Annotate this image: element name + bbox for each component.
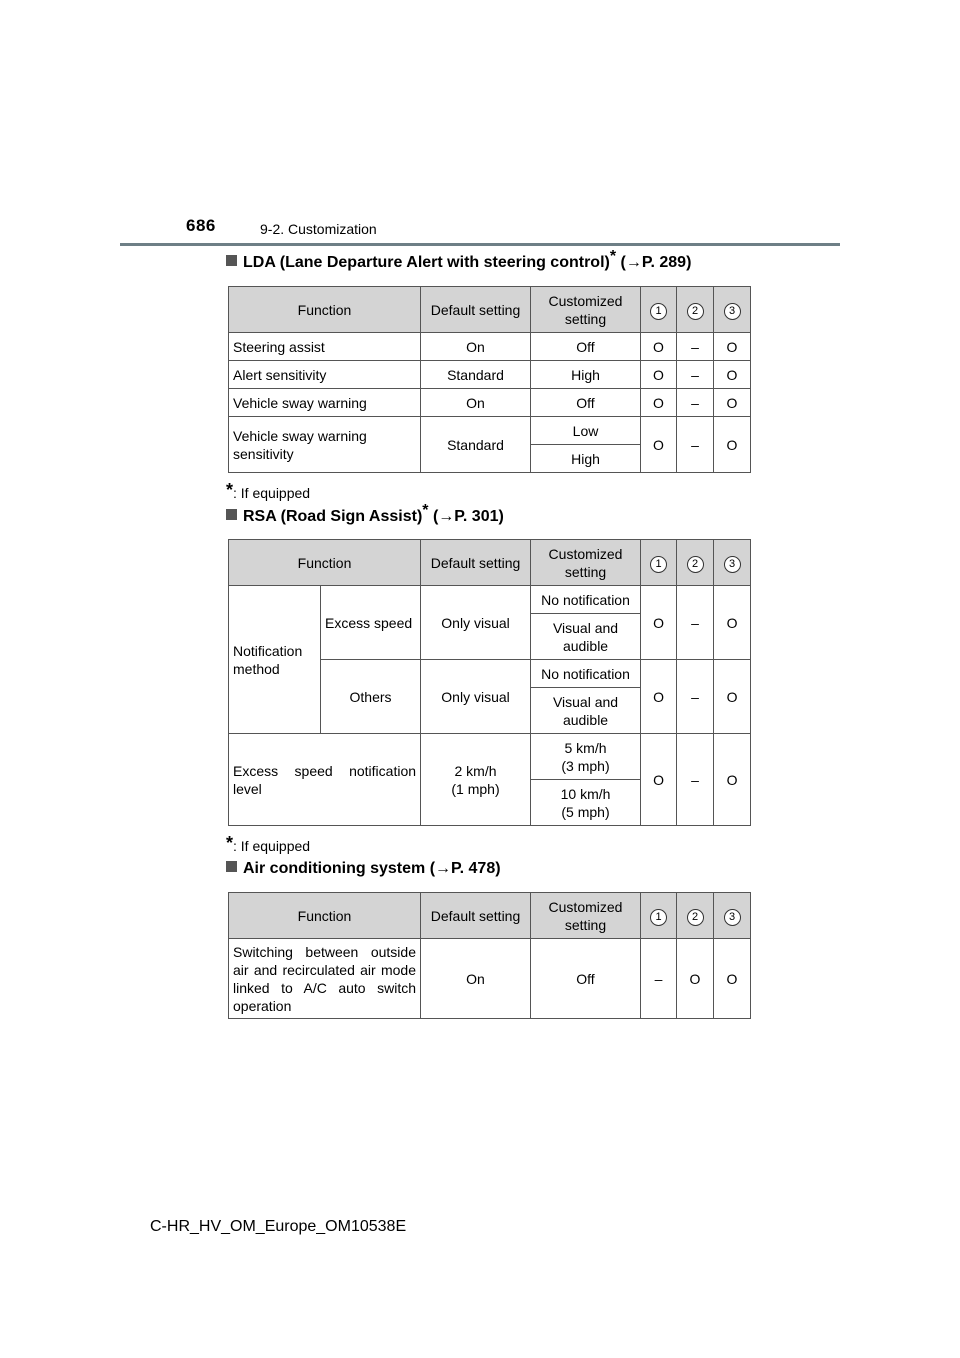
arrow-icon: → <box>438 508 455 525</box>
option-cell: – <box>641 939 677 1019</box>
default-cell: Only visual <box>421 586 531 660</box>
option-cell: – <box>677 660 714 734</box>
square-bullet-icon <box>226 509 237 520</box>
column-header <box>677 540 714 586</box>
table-header-row <box>229 540 751 586</box>
custom-cell <box>531 734 641 780</box>
default-cell: On <box>421 939 531 1019</box>
option-cell: O <box>714 939 751 1019</box>
column-header: Default setting <box>421 287 531 333</box>
column-header <box>714 287 751 333</box>
arrow-icon: → <box>625 254 642 271</box>
rsa-ref: P. 301 <box>454 508 499 525</box>
option-cell: O <box>677 939 714 1019</box>
default-cell: Standard <box>421 417 531 473</box>
default-cell: Standard <box>421 361 531 389</box>
column-header: Function <box>229 893 421 939</box>
default-value: 2 km/h <box>454 762 497 779</box>
footnote <box>226 480 310 501</box>
rsa-table <box>228 539 751 826</box>
footnote-text: : If equipped <box>233 838 311 854</box>
circled-number-icon: 3 <box>724 909 741 926</box>
function-cell: Notification method <box>229 586 321 734</box>
aircon-heading: Air conditioning system (→P. 478) <box>226 860 501 878</box>
column-header <box>641 893 677 939</box>
table-header-row <box>229 893 751 939</box>
function-cell: Switching between outside air and recirculated air mode linked to A/C auto switch operation <box>229 939 421 1019</box>
document-id: C-HR_HV_OM_Europe_OM10538E <box>150 1218 407 1235</box>
custom-cell: Low <box>531 417 641 445</box>
column-header: Default setting <box>421 540 531 586</box>
option-cell: O <box>641 417 677 473</box>
option-cell: – <box>677 361 714 389</box>
table-row <box>229 586 751 614</box>
column-header: Function <box>229 287 421 333</box>
rsa-title: RSA (Road Sign Assist) <box>243 508 423 525</box>
footnote-text: : If equipped <box>233 485 311 501</box>
header-rule <box>120 243 840 246</box>
circled-number-icon: 2 <box>687 556 704 573</box>
table-row <box>229 417 751 445</box>
custom-cell: Off <box>531 389 641 417</box>
option-cell: – <box>677 389 714 417</box>
lda-heading: LDA (Lane Departure Alert with steering control)* (→P. 289) <box>226 254 691 272</box>
custom-cell: Visual and audible <box>531 614 641 660</box>
function-cell: Vehicle sway warning sensitivity <box>229 417 421 473</box>
subfunction-cell: Others <box>321 660 421 734</box>
column-header: Customized setting <box>531 893 641 939</box>
square-bullet-icon <box>226 255 237 266</box>
column-header <box>714 540 751 586</box>
column-header <box>714 893 751 939</box>
option-cell: – <box>677 417 714 473</box>
asterisk-icon: * <box>422 502 429 519</box>
default-cell: On <box>421 333 531 361</box>
circled-number-icon: 1 <box>650 556 667 573</box>
section-label: 9-2. Customization <box>260 221 377 237</box>
option-cell: O <box>641 734 677 826</box>
custom-cell: Off <box>531 333 641 361</box>
custom-value: 10 km/h <box>560 785 611 802</box>
table-row <box>229 734 751 780</box>
option-cell: O <box>714 333 751 361</box>
option-cell: – <box>677 333 714 361</box>
default-cell: Only visual <box>421 660 531 734</box>
aircon-title: Air conditioning system <box>243 860 426 877</box>
circled-number-icon: 2 <box>687 303 704 320</box>
subfunction-cell: Excess speed <box>321 586 421 660</box>
table-row <box>229 333 751 361</box>
custom-cell: Visual and audible <box>531 688 641 734</box>
column-header: Function <box>229 540 421 586</box>
footnote <box>226 833 310 854</box>
function-cell: Steering assist <box>229 333 421 361</box>
column-header: Customized setting <box>531 287 641 333</box>
circled-number-icon: 1 <box>650 303 667 320</box>
option-cell: O <box>714 734 751 826</box>
table-row <box>229 389 751 417</box>
aircon-ref: P. 478 <box>451 860 496 877</box>
lda-ref: P. 289 <box>641 254 687 271</box>
custom-value-imperial: (5 mph) <box>561 803 610 820</box>
lda-title: LDA (Lane Departure Alert with steering control) <box>243 254 610 271</box>
default-cell: On <box>421 389 531 417</box>
column-header: Customized setting <box>531 540 641 586</box>
option-cell: O <box>714 389 751 417</box>
custom-value-imperial: (3 mph) <box>561 757 610 774</box>
asterisk-icon: * <box>226 833 234 853</box>
option-cell: – <box>677 586 714 660</box>
circled-number-icon: 3 <box>724 303 741 320</box>
option-cell: O <box>641 586 677 660</box>
column-header <box>641 287 677 333</box>
option-cell: O <box>641 333 677 361</box>
function-cell: Excess speed notification level <box>229 734 421 826</box>
aircon-table <box>228 892 751 1019</box>
arrow-icon: → <box>435 860 452 877</box>
column-header <box>677 893 714 939</box>
option-cell: O <box>714 361 751 389</box>
custom-cell <box>531 780 641 826</box>
custom-cell: No notification <box>531 586 641 614</box>
asterisk-icon: * <box>609 248 617 265</box>
function-cell: Vehicle sway warning <box>229 389 421 417</box>
table-row <box>229 939 751 1019</box>
option-cell: O <box>714 417 751 473</box>
custom-cell: Off <box>531 939 641 1019</box>
rsa-heading: RSA (Road Sign Assist)* (→P. 301) <box>226 508 504 526</box>
option-cell: O <box>641 660 677 734</box>
square-bullet-icon <box>226 861 237 872</box>
column-header <box>677 287 714 333</box>
table-header-row <box>229 287 751 333</box>
column-header <box>641 540 677 586</box>
custom-cell: No notification <box>531 660 641 688</box>
table-row <box>229 361 751 389</box>
custom-value: 5 km/h <box>564 739 607 756</box>
option-cell: – <box>677 734 714 826</box>
option-cell: O <box>641 361 677 389</box>
circled-number-icon: 3 <box>724 556 741 573</box>
custom-cell: High <box>531 445 641 473</box>
lda-table <box>228 286 751 473</box>
option-cell: O <box>714 660 751 734</box>
default-value-imperial: (1 mph) <box>451 780 500 797</box>
custom-cell: High <box>531 361 641 389</box>
page-number: 686 <box>186 216 216 235</box>
function-cell: Alert sensitivity <box>229 361 421 389</box>
circled-number-icon: 2 <box>687 909 704 926</box>
asterisk-icon: * <box>226 480 234 500</box>
default-cell <box>421 734 531 826</box>
option-cell: O <box>641 389 677 417</box>
circled-number-icon: 1 <box>650 909 667 926</box>
column-header: Default setting <box>421 893 531 939</box>
option-cell: O <box>714 586 751 660</box>
